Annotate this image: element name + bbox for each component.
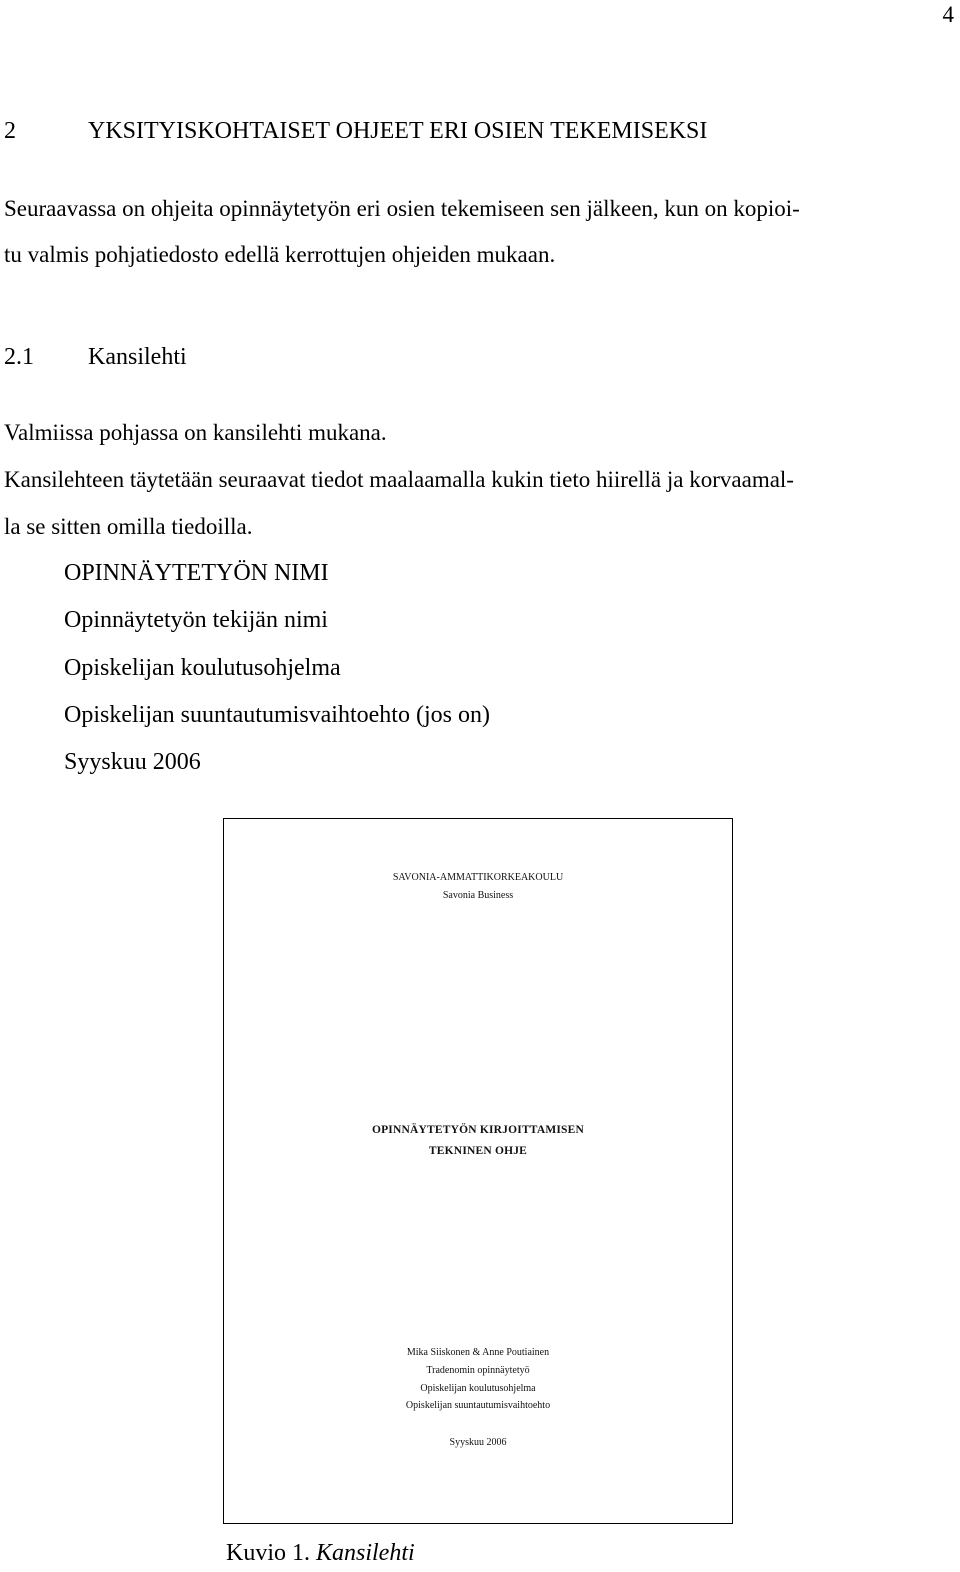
field-author-name: Opinnäytetyön tekijän nimi xyxy=(64,607,328,633)
paragraph-1: Valmiissa pohjassa on kansilehti mukana. xyxy=(4,420,387,445)
intro-line-2: tu valmis pohjatiedosto edellä kerrottujen ohjeiden mukaan. xyxy=(4,242,556,267)
paragraph-2-line-2: la se sitten omilla tiedoilla. xyxy=(4,514,253,539)
subsection-heading xyxy=(4,344,404,374)
field-date: Syyskuu 2006 xyxy=(64,749,201,775)
subsection-number: 2.1 xyxy=(4,344,34,370)
figure-caption xyxy=(226,1540,415,1567)
field-thesis-name: OPINNÄYTETYÖN NIMI xyxy=(64,560,329,586)
section-heading xyxy=(4,118,904,148)
cover-specialization: Opiskelijan suuntautumisvaihtoehto xyxy=(405,1400,551,1411)
subsection-title: Kansilehti xyxy=(88,344,187,370)
intro-line-1: Seuraavassa on ohjeita opinnäytetyön eri osien tekemiseen sen jälkeen, kun on kopioi- xyxy=(4,196,800,221)
cover-authors: Mika Siiskonen & Anne Poutiainen xyxy=(406,1347,550,1358)
field-degree-programme: Opiskelijan koulutusohjelma xyxy=(64,655,341,681)
section-title: YKSITYISKOHTAISET OHJEET ERI OSIEN TEKEMISEKSI xyxy=(88,118,708,144)
section-number: 2 xyxy=(4,118,16,144)
caption-title: Kansilehti xyxy=(316,1540,415,1566)
cover-school: SAVONIA-AMMATTIKORKEAKOULU xyxy=(392,872,564,883)
cover-degree: Tradenomin opinnäytetyö xyxy=(426,1365,530,1376)
cover-title-line-1: OPINNÄYTETYÖN KIRJOITTAMISEN xyxy=(371,1124,585,1136)
cover-page-preview xyxy=(223,818,733,1524)
page-number: 4 xyxy=(942,2,954,27)
field-specialization: Opiskelijan suuntautumisvaihtoehto (jos on) xyxy=(64,702,490,728)
cover-date: Syyskuu 2006 xyxy=(449,1437,507,1448)
cover-title-line-2: TEKNINEN OHJE xyxy=(428,1145,528,1157)
cover-unit: Savonia Business xyxy=(442,890,514,901)
cover-programme: Opiskelijan koulutusohjelma xyxy=(420,1383,536,1394)
paragraph-2-line-1: Kansilehteen täytetään seuraavat tiedot maalaamalla kukin tieto hiirellä ja korvaamal- xyxy=(4,467,794,492)
caption-label: Kuvio 1. xyxy=(226,1540,310,1566)
